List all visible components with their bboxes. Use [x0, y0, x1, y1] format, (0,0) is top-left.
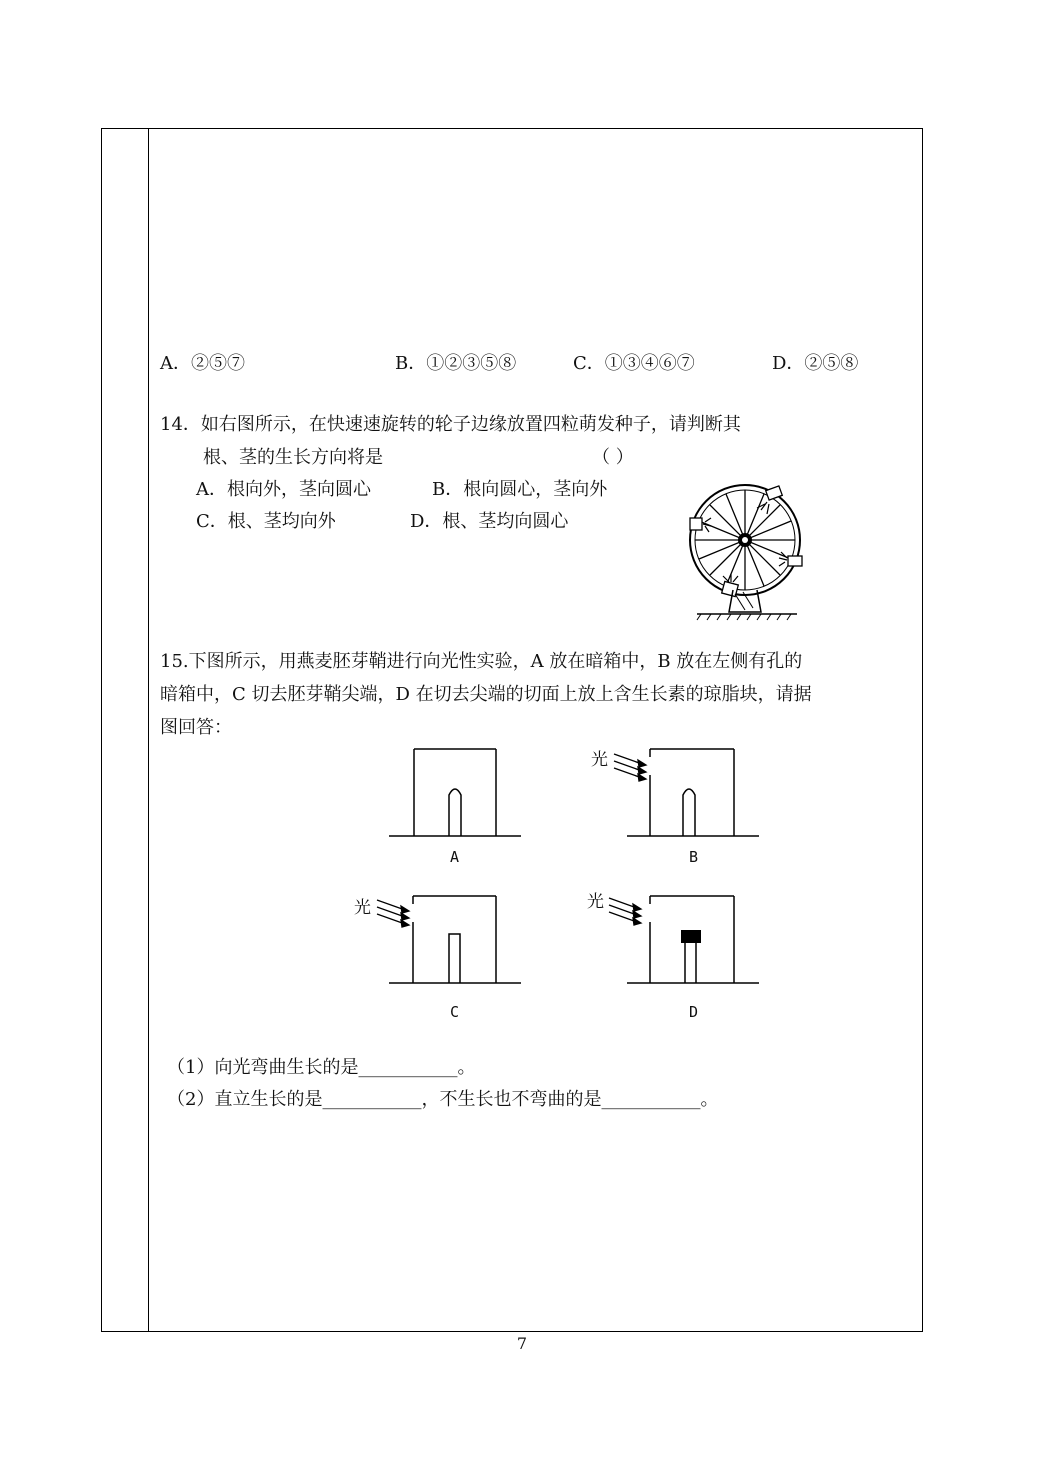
- figure-label-a: A: [450, 848, 460, 866]
- table-column-divider: [148, 129, 149, 1331]
- q15-stem-line2: 暗箱中，C 切去胚芽鞘尖端，D 在切去尖端的切面上放上含生长素的琼脂块，请据: [160, 684, 812, 705]
- q14-option-b[interactable]: B．根向圆心，茎向外: [432, 479, 608, 500]
- q14-answer-blank[interactable]: （ ）: [592, 447, 634, 468]
- page-number: 7: [516, 1334, 528, 1353]
- q13-option-c[interactable]: C．①③④⑥⑦: [573, 353, 695, 374]
- light-label-d: 光: [587, 892, 604, 912]
- figure-label-c: C: [450, 1003, 460, 1021]
- q15-sub1[interactable]: （1）向光弯曲生长的是___________。: [167, 1057, 476, 1078]
- q14-option-a[interactable]: A．根向外，茎向圆心: [196, 479, 371, 500]
- experiment-box-d: [627, 892, 759, 987]
- experiment-box-b: [627, 745, 759, 840]
- light-label-c: 光: [354, 898, 371, 918]
- q15-stem-line3: 图回答：: [160, 717, 232, 738]
- figure-label-b: B: [689, 848, 699, 866]
- q15-stem-line1: 15.下图所示，用燕麦胚芽鞘进行向光性实验，A 放在暗箱中，B 放在左侧有孔的: [160, 651, 803, 672]
- q14-option-d[interactable]: D．根、茎均向圆心: [410, 511, 569, 532]
- q13-option-b[interactable]: B．①②③⑤⑧: [395, 353, 517, 374]
- experiment-box-c: [389, 892, 521, 987]
- q13-option-d[interactable]: D．②⑤⑧: [772, 353, 859, 374]
- q15-sub2[interactable]: （2）直立生长的是___________，不生长也不弯曲的是___________。: [167, 1089, 719, 1110]
- q13-option-a[interactable]: A．②⑤⑦: [160, 353, 245, 374]
- experiment-box-a: [389, 745, 521, 840]
- rotating-wheel-figure: [685, 480, 805, 625]
- figure-label-d: D: [689, 1003, 699, 1021]
- light-label-b: 光: [591, 750, 608, 770]
- q14-option-c[interactable]: C．根、茎均向外: [196, 511, 336, 532]
- q14-stem-line2: 根、茎的生长方向将是: [203, 447, 383, 468]
- q14-stem-line1: 14．如右图所示，在快速速旋转的轮子边缘放置四粒萌发种子，请判断其: [160, 414, 741, 435]
